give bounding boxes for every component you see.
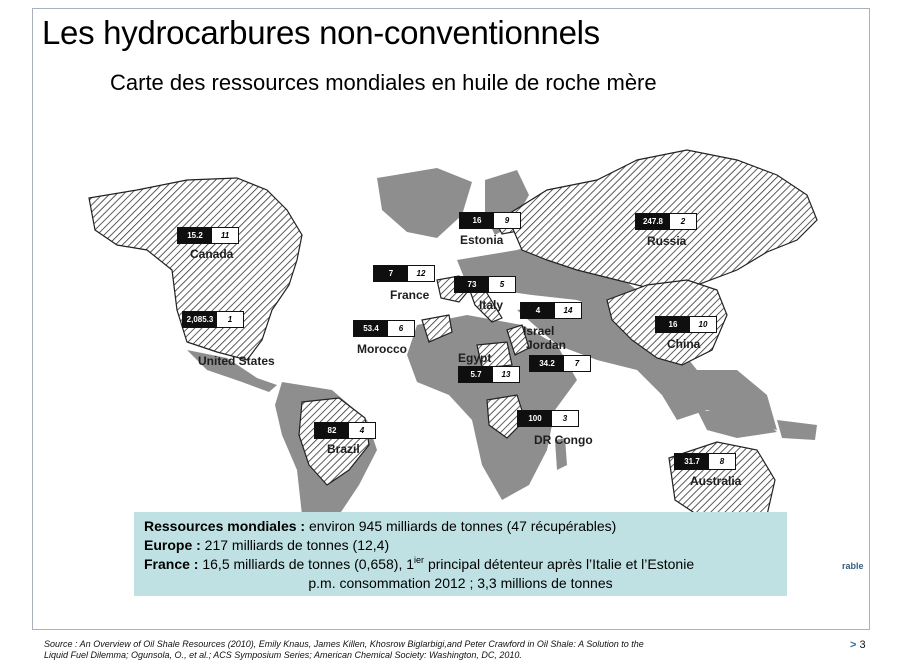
value-box-united-states <box>182 311 244 328</box>
recoverable-rank: 2 <box>670 214 696 229</box>
summary-consumption: p.m. consommation 2012 ; 3,3 millions de tonnes <box>308 575 613 591</box>
page-number-value: 3 <box>859 639 866 651</box>
slide-subtitle: Carte des ressources mondiales en huile de roche mère <box>110 70 657 95</box>
country-label-israel: Israel <box>523 324 555 338</box>
country-label-australia: Australia <box>690 474 742 488</box>
country-label-russia: Russia <box>647 234 687 248</box>
page-number <box>850 639 866 651</box>
country-label-china: China <box>667 337 701 351</box>
total-resource: 82 <box>315 423 349 438</box>
new-guinea-shape <box>777 420 817 440</box>
country-label-italy: Italy <box>479 298 504 312</box>
recoverable-rank: 10 <box>690 317 716 332</box>
recoverable-rank: 3 <box>552 411 578 426</box>
country-label-jordan: Jordan <box>526 338 567 352</box>
total-resource: 53.4 <box>354 321 388 336</box>
summary-europe-text: 217 milliards de tonnes (12,4) <box>204 537 390 553</box>
summary-world-text: environ 945 milliards de tonnes (47 récupérables) <box>308 518 617 534</box>
recoverable-rank: 7 <box>564 356 590 371</box>
country-label-israel-jordan <box>523 324 566 352</box>
value-box-estonia <box>459 212 521 229</box>
total-resource: 15.2 <box>178 228 212 243</box>
value-box-france <box>373 265 435 282</box>
recoverable-rank: 13 <box>493 367 519 382</box>
recoverable-rank: 6 <box>388 321 414 336</box>
summary-france-label: France : <box>144 556 199 572</box>
summary-world-label: Ressources mondiales : <box>144 518 306 534</box>
recoverable-rank: 11 <box>212 228 238 243</box>
total-resource: 34.2 <box>530 356 564 371</box>
country-label-france: France <box>390 288 430 302</box>
value-box-israel-jordan <box>520 302 582 319</box>
value-box-china <box>655 316 717 333</box>
total-resource: 7 <box>374 266 408 281</box>
value-box-russia <box>635 213 697 230</box>
total-resource: 5.7 <box>459 367 493 382</box>
country-label-egypt: Egypt <box>458 351 492 365</box>
recoverable-rank: 14 <box>555 303 581 318</box>
value-box-brazil <box>314 422 376 439</box>
side-fragment-text: rable <box>842 561 864 571</box>
country-label-estonia: Estonia <box>460 233 504 247</box>
country-label-united-states: United States <box>198 354 275 368</box>
total-resource: 247.8 <box>636 214 670 229</box>
total-resource: 100 <box>518 411 552 426</box>
value-box-italy <box>454 276 516 293</box>
value-box-canada <box>177 227 239 244</box>
summary-world-line <box>144 517 777 536</box>
source-line-1: Source : An Overview of Oil Shale Resources (2010), Emily Knaus, James Killen, Khosrow Biglarbigi,and Peter Crawford in Oil Shale: A Solution to the <box>44 639 644 649</box>
country-label-morocco: Morocco <box>357 342 408 356</box>
value-box-egypt <box>458 366 520 383</box>
country-label-dr-congo: DR Congo <box>534 433 593 447</box>
slide-title: Les hydrocarbures non-conventionnels <box>42 14 600 51</box>
value-box-morocco <box>353 320 415 337</box>
value-box-australia <box>674 453 736 470</box>
north-america-hatched <box>89 178 302 360</box>
summary-europe-line <box>144 536 777 555</box>
total-resource: 16 <box>656 317 690 332</box>
country-label-brazil: Brazil <box>327 442 360 456</box>
source-line-2: Liquid Fuel Dilemma; Ogunsola, O., et al.; ACS Symposium Series; American Chemical Society: Washington, DC, 2010. <box>44 650 522 660</box>
total-resource: 2,085.3 <box>183 312 217 327</box>
summary-france-sup: ier <box>414 555 425 565</box>
recoverable-rank: 1 <box>217 312 243 327</box>
value-box-dr-congo <box>517 410 579 427</box>
source-citation <box>44 639 784 661</box>
total-resource: 4 <box>521 303 555 318</box>
country-label-canada: Canada <box>190 247 234 261</box>
total-resource: 31.7 <box>675 454 709 469</box>
greenland-shape <box>377 168 472 238</box>
value-box-jordan-secondary <box>529 355 591 372</box>
recoverable-rank: 5 <box>489 277 515 292</box>
total-resource: 73 <box>455 277 489 292</box>
summary-france-text-b: principal détenteur après l’Italie et l’Estonie <box>424 556 695 572</box>
next-arrow-icon: > <box>850 639 857 651</box>
summary-europe-label: Europe : <box>144 537 201 553</box>
total-resource: 16 <box>460 213 494 228</box>
recoverable-rank: 4 <box>349 423 375 438</box>
recoverable-rank: 12 <box>408 266 434 281</box>
resources-summary-box <box>134 512 787 596</box>
recoverable-rank: 9 <box>494 213 520 228</box>
summary-france-text-a: 16,5 milliards de tonnes (0,658), 1 <box>202 556 415 572</box>
recoverable-rank: 8 <box>709 454 735 469</box>
summary-france-line <box>144 555 777 574</box>
